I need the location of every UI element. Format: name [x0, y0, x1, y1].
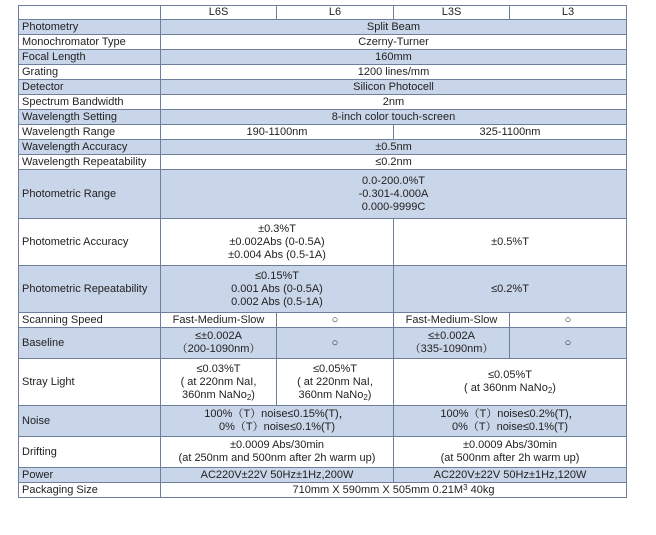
value-l6-series [161, 437, 394, 468]
value-l3-series: ±0.5%T [394, 219, 627, 266]
text-part: ) [552, 382, 556, 394]
value-l6-series [161, 406, 394, 437]
value-line: 0.000-9999C [361, 200, 426, 213]
text-part: ) [251, 388, 255, 401]
row-value [161, 170, 627, 219]
row-monochromator [19, 35, 627, 50]
row-value: 2nm [161, 95, 627, 110]
row-value: Split Beam [161, 20, 627, 35]
value-l3-series [394, 437, 627, 468]
row-spectrum-bandwidth [19, 95, 627, 110]
row-label: Photometry [19, 20, 161, 35]
row-label: Photometric Accuracy [19, 219, 161, 266]
text-part: 40kg [467, 483, 495, 496]
header-row [19, 6, 627, 20]
value-line [280, 389, 390, 402]
row-photometric-accuracy [19, 219, 627, 266]
subscript: 2 [246, 392, 252, 402]
row-label: Wavelength Repeatability [19, 155, 161, 170]
value-l6-not-available: ○ [277, 328, 394, 359]
value-l6s: Fast-Medium-Slow [161, 313, 277, 328]
value-l3-series: AC220V±22V 50Hz±1Hz,120W [394, 468, 627, 483]
row-power [19, 468, 627, 483]
value-line: 100%（T）noise≤0.2%(T)， [440, 408, 580, 420]
value-l6s [161, 359, 277, 406]
row-label: Packaging Size [19, 483, 161, 498]
row-noise [19, 406, 627, 437]
row-label: Power [19, 468, 161, 483]
row-label: Monochromator Type [19, 35, 161, 50]
value-line: ±0.0009 Abs/30min [229, 439, 325, 451]
value-l3-series: ≤0.2%T [394, 266, 627, 313]
value-l6-series [161, 219, 394, 266]
row-label: Baseline [19, 328, 161, 359]
value-line: ≤0.05%T [488, 369, 532, 381]
row-value [161, 483, 627, 498]
row-wavelength-setting [19, 110, 627, 125]
superscript: 3 [463, 482, 468, 492]
header-l3s: L3S [394, 6, 510, 20]
row-label: Wavelength Range [19, 125, 161, 140]
value-l3-series [394, 359, 627, 406]
value-line: 0.001 Abs (0-0.5A) [231, 282, 323, 295]
subscript: 2 [547, 386, 553, 395]
value-l6-not-available: ○ [277, 313, 394, 328]
row-value: Czerny-Turner [161, 35, 627, 50]
row-value: 160mm [161, 50, 627, 65]
row-label: Grating [19, 65, 161, 80]
row-value: 1200 lines/mm [161, 65, 627, 80]
value-l3s: Fast-Medium-Slow [394, 313, 510, 328]
row-stray-light [19, 359, 627, 406]
value-line: 0%（T）noise≤0.1%(T) [451, 421, 569, 433]
value-line: 0.0-200.0%T [362, 174, 425, 187]
row-wavelength-range [19, 125, 627, 140]
value-line: ±0.004 Abs (0.5-1A) [228, 248, 326, 261]
value-l3s [394, 328, 510, 359]
value-l6s [161, 328, 277, 359]
header-l6s: L6S [161, 6, 277, 20]
value-line: ≤0.03%T [196, 362, 241, 375]
value-line: (at 500nm after 2h warm up) [440, 452, 580, 464]
value-line: （335-1090nm） [409, 343, 494, 355]
row-value: ≤0.2nm [161, 155, 627, 170]
value-line: （200-1090nm） [176, 343, 261, 355]
row-baseline [19, 328, 627, 359]
value-line: ≤±0.002A [195, 330, 242, 342]
row-value: Silicon Photocell [161, 80, 627, 95]
value-line: ±0.3%T [258, 222, 296, 235]
value-line: ≤±0.002A [428, 330, 475, 342]
row-label: Stray Light [19, 359, 161, 406]
row-value: 8-inch color touch-screen [161, 110, 627, 125]
value-line: 100%（T）noise≤0.15%(T)， [204, 408, 350, 420]
text-part: 360nm NaNo [182, 388, 247, 401]
value-line: ≤0.05%T [313, 362, 357, 375]
value-l6 [277, 359, 394, 406]
text-part: 360nm NaNo [298, 388, 364, 401]
row-label: Detector [19, 80, 161, 95]
value-line [164, 389, 273, 402]
value-l3-series [394, 406, 627, 437]
value-l3-series: 325-1100nm [394, 125, 627, 140]
row-label: Focal Length [19, 50, 161, 65]
row-label: Wavelength Setting [19, 110, 161, 125]
value-l3-not-available: ○ [510, 328, 627, 359]
row-focal-length [19, 50, 627, 65]
row-label: Wavelength Accuracy [19, 140, 161, 155]
value-l6-series [161, 266, 394, 313]
value-line: 0%（T）noise≤0.1%(T) [218, 421, 336, 433]
header-l6: L6 [277, 6, 394, 20]
row-label: Scanning Speed [19, 313, 161, 328]
value-line: 0.002 Abs (0.5-1A) [231, 295, 323, 308]
header-l3: L3 [510, 6, 627, 20]
text-part: ) [367, 388, 372, 401]
value-line: ≤0.15%T [255, 269, 299, 282]
row-drifting [19, 437, 627, 468]
value-l6-series: AC220V±22V 50Hz±1Hz,200W [161, 468, 394, 483]
row-grating [19, 65, 627, 80]
row-scanning-speed [19, 313, 627, 328]
row-photometric-repeatability [19, 266, 627, 313]
value-line: ±0.0009 Abs/30min [462, 439, 558, 451]
text-part: ( at 360nm NaNo [464, 382, 548, 394]
row-packaging-size [19, 483, 627, 498]
value-line: ( at 220nm NaI, [180, 375, 257, 388]
spec-table [18, 5, 627, 498]
row-photometric-range [19, 170, 627, 219]
value-l3-not-available: ○ [510, 313, 627, 328]
value-line: (at 250nm and 500nm after 2h warm up) [178, 452, 376, 464]
value-line: ( at 220nm NaI, [297, 375, 373, 388]
row-label: Noise [19, 406, 161, 437]
row-label: Photometric Range [19, 170, 161, 219]
row-label: Drifting [19, 437, 161, 468]
value-line: -0.301-4.000A [358, 187, 429, 200]
text-part: 710mm X 590mm X 505mm 0.21M [292, 483, 464, 496]
row-label: Photometric Repeatability [19, 266, 161, 313]
row-value: ±0.5nm [161, 140, 627, 155]
header-corner [19, 6, 161, 20]
row-detector [19, 80, 627, 95]
row-wavelength-accuracy [19, 140, 627, 155]
value-l6-series: 190-1100nm [161, 125, 394, 140]
row-label: Spectrum Bandwidth [19, 95, 161, 110]
row-photometry [19, 20, 627, 35]
spec-table-container [18, 5, 626, 498]
row-wavelength-repeatability [19, 155, 627, 170]
subscript: 2 [363, 392, 368, 402]
value-line: ±0.002Abs (0-0.5A) [229, 235, 325, 248]
value-line [397, 382, 623, 395]
